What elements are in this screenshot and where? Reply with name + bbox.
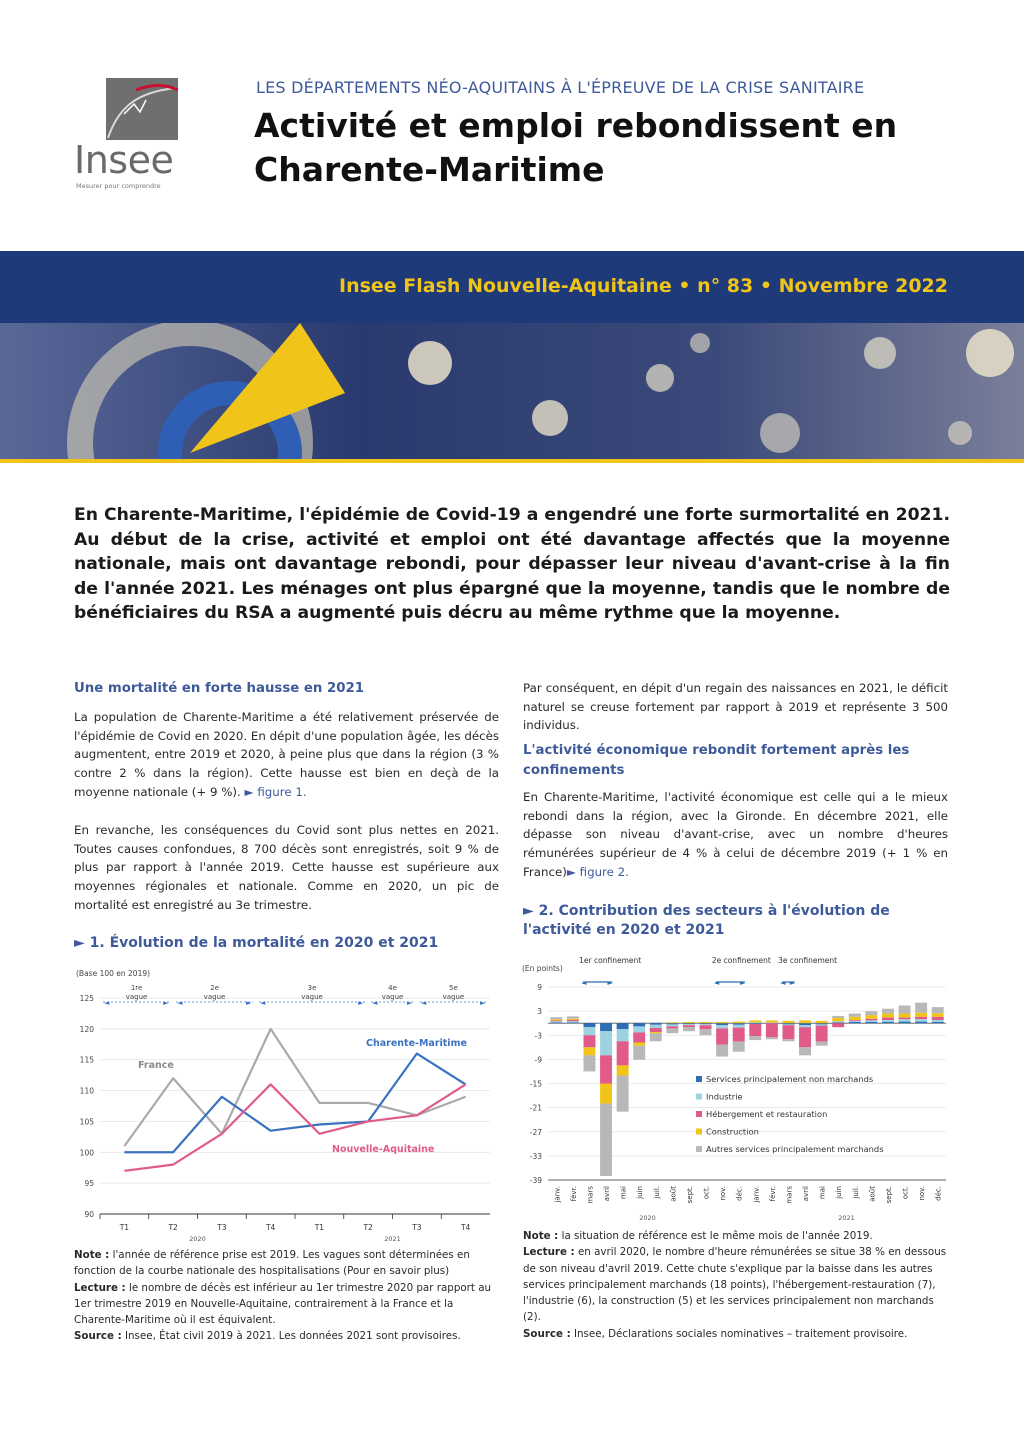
- fig1-y-tick: 115: [79, 1055, 94, 1065]
- fig1-y-tick: 125: [79, 994, 94, 1003]
- left-paragraph-1: [74, 708, 499, 802]
- fig2-bar-segment: [666, 1023, 678, 1024]
- fig2-bar-segment: [899, 1022, 911, 1024]
- fig1-wave-arrow-left: ◄: [104, 999, 110, 1007]
- fig2-bar-segment: [766, 1020, 778, 1022]
- fig2-bar-segment: [617, 1041, 629, 1065]
- fig2-legend-swatch: [696, 1076, 702, 1082]
- fig2-x-tick: févr.: [768, 1186, 777, 1202]
- fig1-y-tick: 110: [79, 1086, 94, 1096]
- fig2-bar-segment: [733, 1023, 745, 1025]
- fig2-bar-segment: [567, 1019, 579, 1020]
- fig2-bar-segment: [932, 1020, 944, 1022]
- fig2-bar-segment: [617, 1075, 629, 1111]
- fig2-lockdown-arrow-right: ►: [607, 979, 613, 987]
- fig2-lockdown-label: 1er confinement: [579, 956, 642, 965]
- fig2-bar-segment: [666, 1024, 678, 1026]
- fig2-y-tick: -3: [534, 1031, 542, 1041]
- fig2-x-tick: oct.: [901, 1186, 910, 1200]
- fig2-bar-segment: [600, 1104, 612, 1176]
- fig2-lockdowns: [579, 956, 837, 987]
- fig1-wave-arrow-right: ►: [480, 999, 486, 1007]
- fig2-bar-segment: [600, 1084, 612, 1104]
- fig2-bar-segment: [799, 1023, 811, 1025]
- fig2-bar-segment: [666, 1028, 678, 1033]
- figure-1-title: ► 1. Évolution de la mortalité en 2020 et 2021: [74, 935, 439, 951]
- figure-2-notes: [523, 1228, 948, 1342]
- fig2-note: Note : la situation de référence est le même mois de l'année 2019.: [523, 1230, 873, 1242]
- fig2-bar-segment: [600, 1023, 612, 1031]
- publication-info: Insee Flash Nouvelle-Aquitaine • n° 83 • Novembre 2022: [339, 275, 948, 297]
- fig2-bar-segment: [816, 1042, 828, 1046]
- fig2-bar-segment: [915, 1019, 927, 1021]
- fig2-legend-label: Hébergement et restauration: [706, 1109, 828, 1119]
- fig2-x-tick: oct.: [702, 1186, 711, 1200]
- fig1-source: Source : Insee, État civil 2019 à 2021. Les données 2021 sont provisoires.: [74, 1330, 461, 1343]
- fig2-bar-segment: [816, 1023, 828, 1024]
- fig2-bar-segment: [882, 1020, 894, 1022]
- fig2-lockdown-label: 2e confinement: [711, 956, 771, 965]
- fig2-x-tick: avril: [802, 1186, 811, 1202]
- insee-logo: [72, 78, 184, 194]
- fig2-bar-segment: [749, 1023, 761, 1024]
- fig2-x-tick: janv.: [553, 1186, 562, 1203]
- fig2-bar-segment: [733, 1022, 745, 1024]
- fig1-wave-arrow-right: ►: [246, 999, 252, 1007]
- fig2-bar-segment: [683, 1024, 695, 1025]
- fig2-x-tick: janv.: [752, 1186, 761, 1203]
- fig2-bar-segment: [749, 1036, 761, 1040]
- fig2-bar-segment: [567, 1021, 579, 1022]
- fig2-bar-segment: [583, 1055, 595, 1071]
- section-heading-activity: L'activité économique rebondit fortement après les confinements: [523, 743, 910, 778]
- page-title: Activité et emploi rebondissent en Charente-Maritime: [254, 106, 898, 189]
- fig2-bar-segment: [716, 1022, 728, 1023]
- fig2-bar-segment: [733, 1028, 745, 1042]
- fig2-bar-segment: [932, 1017, 944, 1020]
- fig2-y-tick: 3: [537, 1007, 542, 1017]
- fig2-bar-segment: [716, 1025, 728, 1028]
- fig2-bar-segment: [650, 1028, 662, 1032]
- fig1-wave-label: 5e: [449, 984, 458, 992]
- fig2-lockdown-arrow-right: ►: [789, 979, 796, 987]
- fig2-bar-segment: [799, 1027, 811, 1047]
- fig2-bar-segment: [650, 1033, 662, 1041]
- fig2-x-tick: juil.: [652, 1186, 661, 1199]
- fig2-bar-segment: [716, 1028, 728, 1044]
- fig2-bar-segment: [666, 1022, 678, 1023]
- fig2-bar-segment: [865, 1011, 877, 1015]
- fig2-bar-segment: [849, 1021, 861, 1022]
- fig2-legend-label: Autres services principalement marchands: [706, 1144, 884, 1154]
- banner-rule: [0, 459, 1024, 463]
- fig2-bar-segment: [683, 1025, 695, 1027]
- fig2-bar-segment: [633, 1026, 645, 1032]
- fig1-y-tick: 120: [79, 1024, 94, 1034]
- banner-illustration: [0, 323, 1024, 461]
- fig2-x-tick: août: [669, 1186, 678, 1202]
- fig2-bar-segment: [550, 1021, 562, 1022]
- fig2-bar-segment: [932, 1013, 944, 1017]
- fig2-bar-segment: [633, 1046, 645, 1060]
- fig1-wave-label: 3e: [307, 984, 317, 992]
- lead-paragraph: En Charente-Maritime, l'épidémie de Covid-19 a engendré une forte surmortalité en 2021. Au début de la crise, activité et emploi ont été davantage affectés que la moyenne nationale, mais ont davantage rebondi, pour dépasser leur niveau d'avant-crise à la fin de l'année 2021. Les ménages ont plus épargné que la moyenne, tandis que le nombre de bénéficiaires du RSA a augmenté puis décru au même rythme que la moyenne.: [74, 505, 950, 623]
- fig2-year-label: 2020: [639, 1214, 656, 1222]
- fig2-legend: [696, 1074, 884, 1154]
- fig1-year-label: 2020: [189, 1235, 206, 1243]
- fig2-bar-segment: [650, 1023, 662, 1025]
- fig2-x-tick: nov.: [719, 1186, 728, 1201]
- fig2-y-tick: -9: [534, 1055, 542, 1065]
- kicker: LES DÉPARTEMENTS NÉO-AQUITAINS À L'ÉPREUVE DE LA CRISE SANITAIRE: [256, 78, 865, 97]
- fig2-bar-segment: [600, 1031, 612, 1055]
- fig2-x-tick: nov.: [918, 1186, 927, 1201]
- fig2-y-tick: -21: [529, 1103, 542, 1113]
- fig2-legend-swatch: [696, 1146, 702, 1152]
- fig2-bar-segment: [700, 1024, 712, 1025]
- logo-swoosh-icon: [106, 78, 178, 140]
- fig2-bar-segment: [849, 1022, 861, 1023]
- fig2-legend-label: Industrie: [706, 1091, 743, 1102]
- fig2-bar-segment: [816, 1026, 828, 1042]
- fig2-bar-segment: [733, 1025, 745, 1028]
- fig2-bar-segment: [700, 1029, 712, 1035]
- fig2-bar-segment: [733, 1042, 745, 1052]
- fig2-bar-segment: [915, 1003, 927, 1013]
- left-paragraph-2: En revanche, les conséquences du Covid sont plus nettes en 2021. Toutes causes confondues, 8 700 décès sont enregistrés, soit 9 % de plus par rapport à l'année 2019. Cette hausse est supérieure aux moyennes régionales et nationale. Comme en 2020, un pic de mortalité est enregistré au 3e trimestre.: [74, 823, 499, 912]
- fig1-wave-arrow-left: ◄: [372, 999, 378, 1007]
- fig1-wave-arrow-left: ◄: [260, 999, 266, 1007]
- fig2-bar-segment: [849, 1014, 861, 1017]
- fig2-bar-segment: [766, 1022, 778, 1023]
- fig1-unit-label: (Base 100 en 2019): [76, 969, 151, 978]
- fig2-x-tick: févr.: [569, 1186, 578, 1202]
- fig2-bar-segment: [899, 1014, 911, 1018]
- fig1-series-line: [124, 1054, 465, 1153]
- fig1-lecture: Lecture : le nombre de décès est inférieur au 1er trimestre 2020 par rapport au 1er trimestre 2019 en Nouvelle-Aquitaine, contrairement à la France et la Charente-Maritime où il est équivalent.: [74, 1281, 492, 1327]
- fig2-bar-segment: [550, 1017, 562, 1019]
- fig2-bar-segment: [832, 1018, 844, 1021]
- fig2-bar-segment: [749, 1020, 761, 1022]
- figure-2-link[interactable]: ► figure 2.: [566, 864, 629, 879]
- fig1-wave-arrow-left: ◄: [420, 999, 427, 1007]
- fig2-bar-segment: [683, 1027, 695, 1031]
- fig2-bar-segment: [567, 1020, 579, 1021]
- logo-mark: [106, 78, 178, 140]
- fig2-legend-swatch: [696, 1111, 702, 1117]
- fig1-label-charente-maritime: Charente-Maritime: [366, 1038, 467, 1049]
- fig1-wave-label: 2e: [210, 984, 219, 992]
- fig2-bar-segment: [716, 1044, 728, 1056]
- fig1-y-tick: 90: [84, 1210, 94, 1219]
- fig2-legend-swatch: [696, 1129, 702, 1135]
- fig2-bar-segment: [899, 1018, 911, 1020]
- fig2-y-tick: -33: [529, 1151, 542, 1161]
- fig2-legend-label: Construction: [706, 1126, 759, 1137]
- fig2-x-tick: mars: [785, 1186, 794, 1204]
- fig1-label-france: France: [138, 1060, 174, 1071]
- logo-wordmark: Insee: [74, 138, 174, 182]
- fig1-wave-arrow-right: ►: [358, 999, 364, 1007]
- fig2-bar-segment: [782, 1039, 794, 1041]
- fig2-bar-segment: [799, 1020, 811, 1023]
- fig2-x-tick: août: [868, 1186, 877, 1202]
- fig2-bar-segment: [882, 1009, 894, 1014]
- fig2-bar-segment: [700, 1022, 712, 1023]
- fig2-x-tick: déc.: [934, 1186, 943, 1201]
- fig2-bar-segment: [583, 1035, 595, 1047]
- fig2-lecture: Lecture : en avril 2020, le nombre d'heure rémunérées se situe 38 % en dessous de son niveau d'avril 2019. Cette chute s'explique par la baisse dans les autres services principalement marchands (18 points), l'hébergement-restauration (7), l'industrie (6), la construction (5) et les services principalement non marchands (2).: [523, 1246, 947, 1324]
- fig2-bar-segment: [832, 1016, 844, 1018]
- fig2-bar-segment: [932, 1007, 944, 1013]
- fig1-x-tick: T4: [265, 1223, 276, 1232]
- fig2-bar-segment: [700, 1023, 712, 1024]
- fig2-y-tick: -39: [529, 1176, 542, 1185]
- fig1-wave-arrow-right: ►: [406, 999, 413, 1007]
- fig2-bar-segment: [832, 1021, 844, 1022]
- fig2-bar-segment: [600, 1055, 612, 1083]
- fig2-bar-segment: [865, 1019, 877, 1021]
- fig2-legend-swatch: [696, 1094, 702, 1100]
- fig1-wave-arrow-left: ◄: [177, 999, 183, 1007]
- fig2-bar-segment: [816, 1024, 828, 1025]
- fig2-bar-segment: [550, 1019, 562, 1020]
- fig2-x-tick: sept.: [685, 1186, 694, 1204]
- fig1-x-tick: T1: [119, 1223, 130, 1232]
- fig2-bar-segment: [666, 1026, 678, 1028]
- fig2-bar-segment: [650, 1025, 662, 1028]
- fig2-bar-segment: [550, 1022, 562, 1023]
- fig1-y-tick: 95: [84, 1179, 94, 1189]
- fig1-wave-label: 4e: [388, 984, 397, 992]
- fig1-x-tick: T1: [314, 1223, 325, 1232]
- fig2-y-tick: 9: [537, 983, 542, 992]
- fig1-x-tick: T4: [460, 1223, 471, 1232]
- fig2-x-tick: déc.: [735, 1186, 744, 1201]
- fig2-legend-label: Services principalement non marchands: [706, 1074, 874, 1084]
- fig2-bar-segment: [915, 1017, 927, 1019]
- figure-1-notes: [74, 1247, 499, 1345]
- fig2-bar-segment: [749, 1024, 761, 1036]
- logo-tagline: Mesurer pour comprendre: [76, 182, 161, 190]
- fig2-bar-segment: [799, 1025, 811, 1027]
- fig1-wave-label: vague: [301, 993, 323, 1001]
- fig2-bar-segment: [799, 1047, 811, 1055]
- fig2-bar-segment: [716, 1023, 728, 1025]
- fig2-bar-segment: [633, 1032, 645, 1042]
- fig1-wave-label: vague: [125, 993, 148, 1001]
- fig1-wave-label: 1re: [130, 984, 143, 992]
- fig1-waves: [103, 984, 487, 1007]
- fig2-bar-segment: [882, 1018, 894, 1020]
- fig2-bar-segment: [782, 1024, 794, 1025]
- left-paragraph-1-text: La population de Charente-Maritime a été relativement préservée de l'épidémie de Covid en 2020. En dépit d'une population âgée, les décès augmentent, entre 2019 et 2020, à peine plus que dans la région (3 % contre 2 % dans la région). Cette hausse est bien en deçà de la moyenne nationale (+ 9 %).: [74, 710, 499, 799]
- fig2-bar-segment: [915, 1013, 927, 1017]
- fig2-bar-segment: [865, 1020, 877, 1022]
- fig2-bar-segment: [617, 1023, 629, 1029]
- fig2-x-tick: avril: [603, 1186, 612, 1202]
- fig2-x-tick: mai: [619, 1186, 628, 1200]
- fig2-y-tick: -15: [529, 1079, 542, 1089]
- fig2-bar-segment: [749, 1022, 761, 1023]
- fig2-bar-segment: [849, 1017, 861, 1020]
- fig2-bar-segment: [633, 1042, 645, 1045]
- fig2-bar-segment: [683, 1022, 695, 1023]
- fig2-bar-segment: [766, 1023, 778, 1037]
- fig1-label-nouvelle-aquitaine: Nouvelle-Aquitaine: [332, 1144, 435, 1155]
- fig1-axes: [80, 994, 490, 1243]
- fig2-bar-segment: [583, 1027, 595, 1035]
- right-paragraph-1-text: En Charente-Maritime, l'activité économique est celle qui a le mieux rebondi dans la région, avec la Gironde. En décembre 2021, elle dépasse son niveau d'avant-crise, avec un nombre d'heures rémunérées supérieur de 4 % à celui de décembre 2019 (+ 1 % en France): [523, 790, 948, 879]
- fig2-source: Source : Insee, Déclarations sociales nominatives – traitement provisoire.: [523, 1327, 908, 1340]
- fig2-bar-segment: [617, 1029, 629, 1041]
- fig2-x-tick: juil.: [851, 1186, 860, 1199]
- fig2-bar-segment: [832, 1023, 844, 1027]
- fig2-lockdown-arrow-left: ◄: [780, 979, 786, 987]
- fig2-year-label: 2021: [838, 1214, 855, 1222]
- fig2-lockdown-label: 3e confinement: [778, 956, 838, 965]
- fig1-y-tick: 105: [79, 1117, 94, 1127]
- fig2-bar-segment: [816, 1021, 828, 1023]
- fig2-bar-segment: [882, 1014, 894, 1018]
- fig2-bar-segment: [932, 1022, 944, 1023]
- figure-2-title: ► 2. Contribution des secteurs à l'évolution de l'activité en 2020 et 2021: [523, 903, 890, 938]
- fig2-bar-segment: [882, 1022, 894, 1023]
- fig1-x-tick: T3: [412, 1223, 422, 1232]
- section-heading-mortality: Une mortalité en forte hausse en 2021: [74, 681, 365, 696]
- fig2-bar-segment: [567, 1022, 579, 1023]
- fig2-x-tick: juin: [835, 1186, 844, 1199]
- fig2-bar-segment: [782, 1023, 794, 1024]
- fig1-y-tick: 100: [79, 1148, 94, 1158]
- figure-1-link[interactable]: ► figure 1.: [244, 784, 307, 799]
- fig2-x-tick: mai: [818, 1186, 827, 1200]
- fig1-year-label: 2021: [384, 1235, 401, 1243]
- fig1-wave-label: vague: [381, 993, 404, 1001]
- fig2-bar-segment: [899, 1019, 911, 1021]
- fig2-bar-segment: [849, 1020, 861, 1021]
- right-paragraph-1: [523, 788, 948, 882]
- fig2-bar-segment: [899, 1005, 911, 1013]
- fig2-bar-segment: [617, 1065, 629, 1075]
- figure-1-chart: [70, 960, 500, 1245]
- fig2-bar-segment: [782, 1025, 794, 1039]
- fig2-lockdown-arrow-left: ◄: [713, 979, 720, 987]
- figure-2-chart: [518, 945, 950, 1227]
- fig2-x-tick: juin: [636, 1186, 645, 1199]
- fig2-bar-segment: [832, 1022, 844, 1023]
- fig2-x-tick: sept.: [884, 1186, 893, 1204]
- right-paragraph-0: Par conséquent, en dépit d'un regain des naissances en 2021, le déficit naturel se creuse fortement par rapport à 2019 et représente 3 500 individus.: [523, 681, 948, 733]
- fig1-x-tick: T2: [168, 1223, 178, 1232]
- fig2-bar-segment: [633, 1023, 645, 1026]
- fig2-bar-segment: [915, 1022, 927, 1024]
- fig1-x-tick: T2: [363, 1223, 373, 1232]
- fig1-x-tick: T3: [217, 1223, 227, 1232]
- fig2-bar-segment: [583, 1023, 595, 1027]
- fig1-note: Note : l'année de référence prise est 2019. Les vagues sont déterminées en fonction de la courbe nationale des hospitalisations (Pour en savoir plus): [74, 1249, 470, 1278]
- fig2-bar-segment: [782, 1021, 794, 1023]
- fig2-unit-label: (En points): [522, 964, 563, 973]
- fig2-bar-segment: [700, 1025, 712, 1029]
- fig2-x-tick: mars: [586, 1186, 595, 1204]
- fig2-bar-segment: [550, 1020, 562, 1021]
- fig2-bar-segment: [865, 1015, 877, 1019]
- fig2-bar-segment: [766, 1037, 778, 1039]
- fig2-bar-segment: [567, 1016, 579, 1018]
- fig2-bar-segment: [683, 1023, 695, 1024]
- fig2-y-tick: -27: [529, 1127, 542, 1137]
- fig1-wave-label: vague: [203, 993, 226, 1001]
- fig2-bar-segment: [583, 1047, 595, 1055]
- fig2-bar-segment: [865, 1022, 877, 1023]
- fig1-wave-arrow-right: ►: [163, 999, 169, 1007]
- fig2-bar-segment: [650, 1032, 662, 1033]
- fig2-lockdown-arrow-left: ◄: [581, 979, 587, 987]
- fig2-lockdown-arrow-right: ►: [740, 979, 746, 987]
- fig1-wave-label: vague: [442, 993, 465, 1001]
